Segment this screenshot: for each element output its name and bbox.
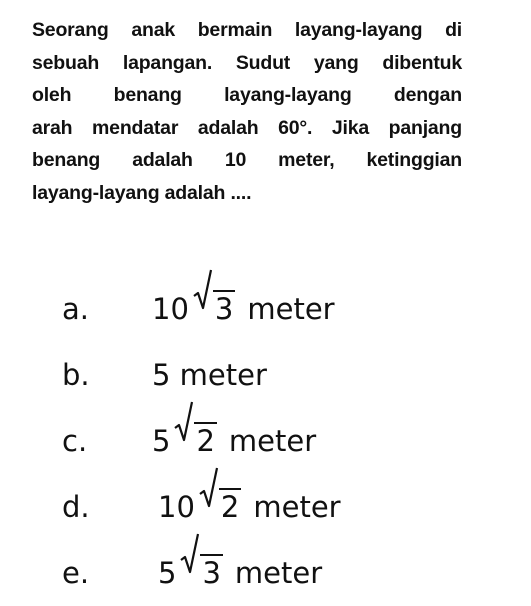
option-d-radicand: 2 [220,490,240,524]
option-c-sqrt [174,408,216,474]
option-c-unit: meter [228,424,317,458]
option-d-sqrt [199,474,241,540]
option-d[interactable] [62,474,482,540]
option-d-unit: meter [253,490,341,524]
option-c[interactable] [62,408,482,474]
option-b-value: 5 meter [152,358,267,392]
option-a-letter: a. [62,292,89,326]
option-b-letter: b. [62,358,90,392]
question-line-1: Seorang anak bermain layang-layang di [32,19,462,41]
radical-sign-icon [180,532,200,576]
question-line-6: layang-layang adalah .... [32,181,252,204]
option-a-unit: meter [247,292,335,326]
question-line-4: arah mendatar adalah 60°. Jika panjang [32,116,462,139]
option-e-letter: e. [62,556,90,590]
option-b[interactable] [62,342,482,408]
option-e[interactable] [62,540,482,606]
option-e-value [158,540,322,606]
option-c-value [152,408,316,474]
option-c-letter: c. [62,424,88,458]
option-e-sqrt [180,540,222,606]
option-e-coefficient: 5 [158,556,177,590]
option-d-coefficient: 10 [158,490,195,524]
option-d-value [158,474,341,540]
option-a-value [152,276,335,342]
answer-options [62,276,482,606]
radical-sign-icon [174,400,194,444]
option-d-letter: d. [62,490,90,524]
radical-sign-icon [199,466,219,510]
question-text [32,14,462,209]
question-line-5: benang adalah 10 meter, ketinggian [32,149,462,171]
option-a[interactable] [62,276,482,342]
question-line-3: oleh benang layang-layang dengan [32,84,462,106]
question-line-2: sebuah lapangan. Sudut yang dibentuk [32,51,462,74]
option-e-radicand: 3 [202,556,221,590]
radical-sign-icon [193,268,213,312]
option-c-coefficient: 5 [152,424,171,458]
option-a-sqrt [193,276,235,342]
option-e-unit: meter [234,556,323,590]
option-a-coefficient: 10 [152,292,189,326]
option-a-radicand: 3 [214,292,234,326]
option-c-radicand: 2 [196,424,215,458]
